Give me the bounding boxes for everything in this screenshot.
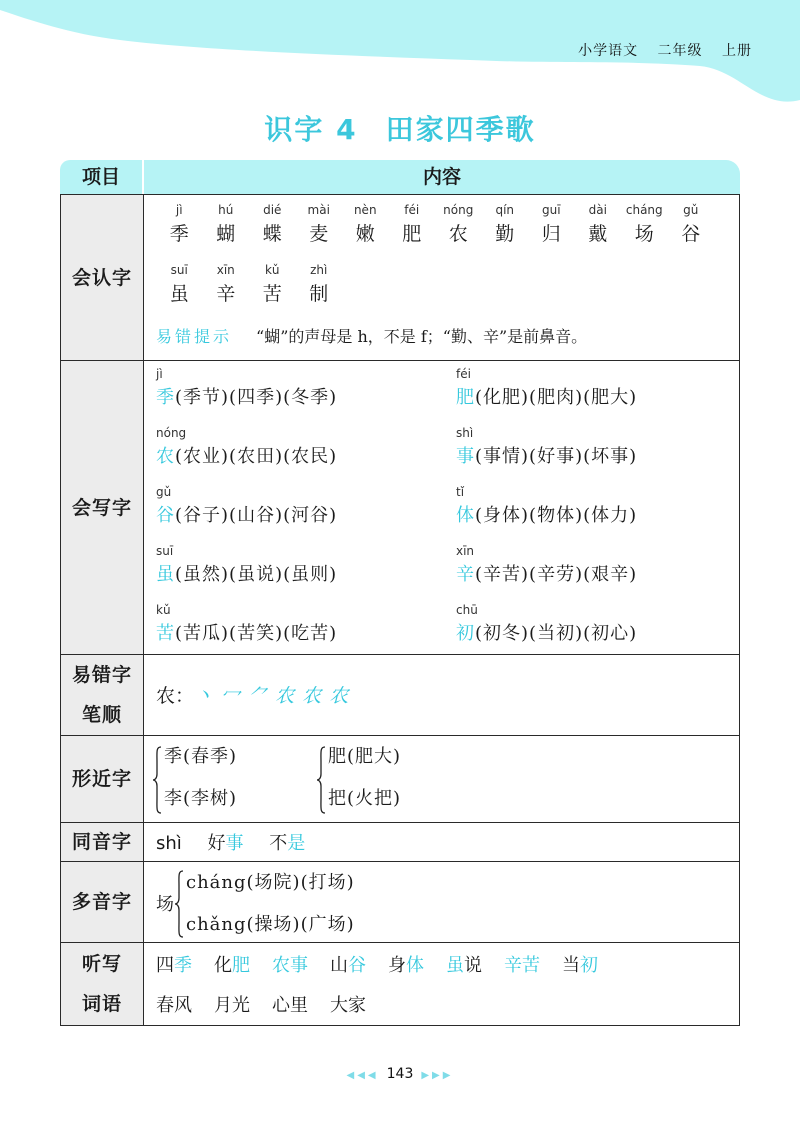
pinyin: xīn — [456, 544, 475, 558]
write-item — [156, 367, 337, 409]
write-item — [456, 485, 637, 527]
dictation-word: 春风 — [156, 995, 192, 1016]
char-with-pinyin — [528, 203, 575, 246]
brace-icon — [316, 746, 326, 814]
char-with-pinyin — [156, 203, 203, 246]
dictation-word: 月光 — [214, 995, 250, 1016]
recognize-line — [156, 203, 714, 246]
brace-icon — [174, 870, 184, 938]
pinyin: jì — [175, 203, 183, 217]
char-with-pinyin — [435, 203, 482, 246]
row-write — [61, 360, 739, 654]
dictation-word: 山谷 — [330, 955, 366, 976]
character: 嫩 — [355, 223, 375, 245]
row-stroke-order — [61, 654, 739, 735]
character: 勤 — [495, 223, 515, 245]
book-info — [564, 40, 752, 60]
key-character: 谷 — [156, 505, 175, 526]
char-with-pinyin — [203, 203, 250, 246]
row-polyphone — [61, 861, 739, 942]
key-character: 虽 — [156, 564, 175, 585]
pinyin: gǔ — [683, 203, 699, 217]
similar-word: 季(春季) — [164, 746, 238, 767]
row-similar-chars — [61, 735, 739, 822]
write-item — [156, 603, 337, 645]
key-character: 辛 — [456, 564, 475, 585]
pinyin: hú — [218, 203, 234, 217]
homophone-pinyin: shì — [156, 833, 182, 854]
polyphone-content — [144, 862, 739, 942]
similar-word: 肥(肥大) — [328, 746, 402, 767]
character: 场 — [634, 223, 654, 245]
key-character: 肥 — [456, 387, 475, 408]
character: 辛 — [216, 283, 236, 305]
homophone-content — [144, 823, 739, 861]
char-with-pinyin — [389, 203, 436, 246]
grade-label: 二年级 — [657, 43, 703, 59]
summary-table — [60, 160, 740, 1026]
tip — [156, 324, 587, 347]
row-label: 易错字 笔顺 — [61, 655, 144, 735]
lesson-number: 识字 4 — [264, 113, 358, 146]
pinyin: kǔ — [156, 603, 171, 617]
character: 农 — [448, 223, 468, 245]
tip-label: 易错提示 — [156, 327, 233, 346]
key-character: 体 — [456, 505, 475, 526]
volume-label: 上册 — [722, 43, 752, 59]
dictation-line — [156, 991, 388, 1017]
word-group: (身体)(物体)(体力) — [475, 505, 638, 526]
pinyin: féi — [456, 367, 471, 381]
char-with-pinyin — [482, 203, 529, 246]
word-group: (辛苦)(辛劳)(艰辛) — [475, 564, 638, 585]
pinyin: dié — [263, 203, 282, 217]
char-with-pinyin — [668, 203, 715, 246]
key-character: 初 — [456, 623, 475, 644]
dictation-word: 化肥 — [214, 955, 250, 976]
char-with-pinyin — [621, 203, 668, 246]
char-with-pinyin — [156, 263, 203, 306]
character: 蝴 — [216, 223, 236, 245]
character: 谷 — [681, 223, 701, 245]
polyphone-reading: chǎng(操场)(广场) — [186, 914, 355, 935]
row-label: 会写字 — [61, 361, 144, 654]
pinyin: xīn — [216, 263, 235, 277]
character: 戴 — [588, 223, 608, 245]
pinyin: shì — [456, 426, 474, 440]
pinyin: nóng — [156, 426, 187, 440]
homophone-word-part: 好 — [207, 833, 226, 854]
char-with-pinyin — [575, 203, 622, 246]
row-label: 同音字 — [61, 823, 144, 861]
homophone-word-part: 不 — [269, 833, 288, 854]
char-with-pinyin — [203, 263, 250, 306]
stroke-sequence: 丶 冖 ⺈ 农 农 农 — [194, 685, 350, 707]
stroke-char: 农： — [156, 685, 195, 707]
dictation-word: 心里 — [272, 995, 308, 1016]
table-header — [60, 160, 740, 194]
write-item — [456, 603, 637, 645]
row-label: 会认字 — [61, 195, 144, 360]
recognize-line — [156, 263, 342, 306]
character: 归 — [541, 223, 561, 245]
pinyin: nèn — [353, 203, 377, 217]
row-label: 听写 词语 — [61, 943, 144, 1025]
word-group: (事情)(好事)(坏事) — [475, 446, 638, 467]
lesson-name: 田家四季歌 — [385, 113, 536, 146]
dictation-word: 农事 — [272, 955, 308, 976]
write-content — [144, 361, 739, 654]
word-group: (苦瓜)(苦笑)(吃苦) — [175, 623, 338, 644]
character: 制 — [309, 283, 329, 305]
homophone-key: 事 — [225, 833, 244, 854]
pinyin: dài — [588, 203, 607, 217]
character: 季 — [169, 223, 189, 245]
right-arrows-icon: ▶▶▶ — [421, 1070, 454, 1081]
pinyin: kǔ — [264, 263, 280, 277]
row-label: 形近字 — [61, 736, 144, 822]
polyphone-char: 场 — [156, 894, 174, 915]
dictation-content — [144, 943, 739, 1025]
left-arrows-icon: ◀◀◀ — [346, 1070, 379, 1081]
character: 肥 — [402, 223, 422, 245]
pinyin: chū — [456, 603, 478, 617]
write-item — [456, 426, 637, 468]
page-title — [0, 108, 800, 148]
page-number: ◀◀◀ 143 ▶▶▶ — [346, 1066, 454, 1082]
similar-word: 把(火把) — [328, 788, 402, 809]
key-character: 苦 — [156, 623, 175, 644]
polyphone-reading: cháng(场院)(打场) — [186, 872, 355, 893]
brace-icon — [152, 746, 162, 814]
dictation-word: 当初 — [562, 955, 598, 976]
stroke-content — [144, 655, 739, 735]
similar-content — [144, 736, 739, 822]
write-item — [156, 485, 337, 527]
pinyin: guī — [541, 203, 561, 217]
char-with-pinyin — [249, 263, 296, 306]
key-character: 事 — [456, 446, 475, 467]
pinyin: zhì — [310, 263, 328, 277]
pinyin: tǐ — [456, 485, 465, 499]
write-item — [156, 426, 337, 468]
row-label: 多音字 — [61, 862, 144, 942]
character: 虽 — [169, 283, 189, 305]
tip-text: “蝴”的声母是 h，不是 f；“勤、辛”是前鼻音。 — [256, 327, 588, 346]
dictation-word: 辛苦 — [504, 955, 540, 976]
character: 蝶 — [262, 223, 282, 245]
write-item — [456, 367, 637, 409]
word-group: (初冬)(当初)(初心) — [475, 623, 638, 644]
header-item: 项目 — [60, 160, 142, 194]
row-dictation — [61, 942, 739, 1025]
word-group: (谷子)(山谷)(河谷) — [175, 505, 338, 526]
dictation-word: 虽说 — [446, 955, 482, 976]
dictation-word: 身体 — [388, 955, 424, 976]
pinyin: gǔ — [156, 485, 172, 499]
pinyin: jì — [156, 367, 163, 381]
subject-label: 小学语文 — [578, 43, 639, 59]
pinyin: suī — [170, 263, 188, 277]
homophone-key: 是 — [287, 833, 306, 854]
word-group: (季节)(四季)(冬季) — [175, 387, 338, 408]
key-character: 农 — [156, 446, 175, 467]
word-group: (化肥)(肥肉)(肥大) — [475, 387, 638, 408]
dictation-word: 大家 — [330, 995, 366, 1016]
character: 麦 — [309, 223, 329, 245]
header-content: 内容 — [144, 160, 740, 194]
write-item — [456, 544, 637, 586]
row-homophone — [61, 822, 739, 861]
recognize-content — [144, 195, 739, 360]
similar-word: 李(李树) — [164, 788, 238, 809]
key-character: 季 — [156, 387, 175, 408]
pinyin: suī — [156, 544, 174, 558]
row-recognize — [61, 194, 739, 360]
word-group: (农业)(农田)(农民) — [175, 446, 338, 467]
dictation-word: 四季 — [156, 955, 192, 976]
char-with-pinyin — [296, 203, 343, 246]
word-group: (虽然)(虽说)(虽则) — [175, 564, 338, 585]
pinyin: qín — [495, 203, 515, 217]
character: 苦 — [262, 283, 282, 305]
pinyin: mài — [307, 203, 330, 217]
pinyin: cháng — [625, 203, 663, 217]
char-with-pinyin — [342, 203, 389, 246]
char-with-pinyin — [249, 203, 296, 246]
write-item — [156, 544, 337, 586]
dictation-line — [156, 951, 620, 977]
pinyin: nóng — [443, 203, 474, 217]
pinyin: féi — [404, 203, 420, 217]
char-with-pinyin — [296, 263, 343, 306]
